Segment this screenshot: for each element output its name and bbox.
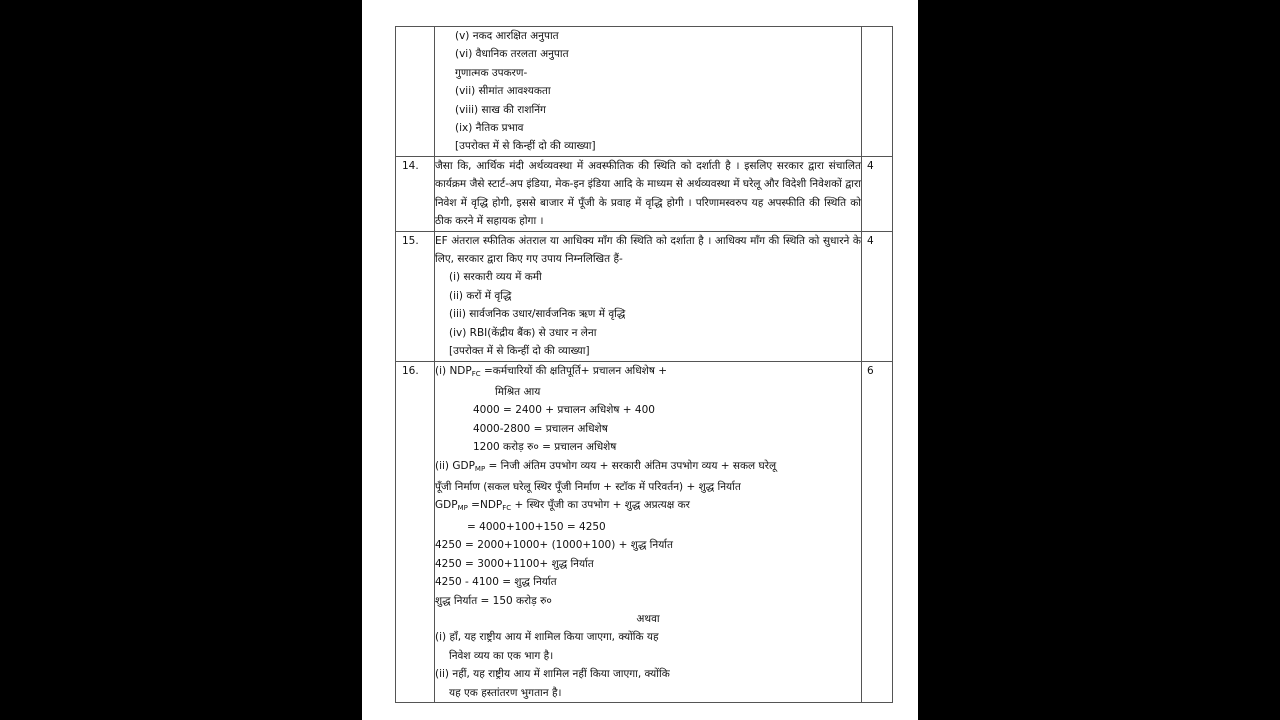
answer-line [435,457,861,478]
answer-line: पूँजी निर्माण (सकल घरेलू स्थिर पूँजी निर्माण + स्टॉक में परिवर्तन) + शुद्ध निर्यात [435,481,741,494]
formula-text: + स्थिर पूँजी का उपभोग + शुद्ध अप्रत्यक्ष कर [511,499,690,512]
answer-line: मिश्रित आय [495,386,541,399]
marks-value: 4 [862,231,893,361]
answer-line: (vi) वैधानिक तरलता अनुपात [455,48,569,61]
answer-line: [उपरोक्त में से किन्हीं दो की व्याख्या] [455,140,596,153]
answer-line: (iii) सार्वजनिक उधार/सार्वजनिक ऋण में वृद्धि [449,308,626,321]
table-row-q16 [396,361,893,702]
answer-line: = 4000+100+150 = 4250 [467,520,606,533]
subscript: FC [502,504,512,513]
question-number: 16. [396,361,435,702]
answer-line: [उपरोक्त में से किन्हीं दो की व्याख्या] [449,345,590,358]
answer-line: 4250 - 4100 = शुद्ध निर्यात [435,576,557,589]
question-number-cell [396,27,435,157]
table-row-q14 [396,157,893,232]
answer-cell [435,157,862,232]
answer-line [435,496,861,517]
answer-line: 1200 करोड़ रु० = प्रचालन अधिशेष [473,441,617,454]
answer-line: (iv) RBI(केंद्रीय बैंक) से उधार न लेना [449,326,597,339]
answer-line: (ii) करों में वृद्धि [449,289,512,302]
answer-line: 4250 = 3000+1100+ शुद्ध निर्यात [435,557,594,570]
formula-text: =NDP [467,499,503,512]
answer-line: (i) सरकारी व्यय में कमी [449,271,542,284]
subscript: MP [457,504,468,513]
answer-line: (i) हाँ, यह राष्ट्रीय आय में शामिल किया जाएगा, क्योंकि यह [435,631,659,644]
formula-text: =कर्मचारियों की क्षतिपूर्ति+ प्रचालन अधिशेष + [480,364,668,377]
or-separator: अथवा [636,612,660,625]
marks-cell [862,27,893,157]
answer-line: (ii) नहीं, यह राष्ट्रीय आय में शामिल नहीं किया जाएगा, क्योंकि [435,668,670,681]
answer-line: (ix) नैतिक प्रभाव [455,122,524,135]
answer-line: (v) नकद आरक्षित अनुपात [455,30,559,42]
answer-line: 4000-2800 = प्रचालन अधिशेष [473,422,608,435]
answer-cell [435,27,862,157]
table-row-q15 [396,231,893,361]
question-number: 14. [396,157,435,232]
marks-value: 6 [862,361,893,702]
formula-text: (ii) GDP [435,459,475,472]
formula-text: = निजी अंतिम उपभोग व्यय + सरकारी अंतिम उपभोग व्यय + सकल घरेलू [485,459,777,472]
subscript: MP [474,464,486,473]
answer-line: 4250 = 2000+1000+ (1000+100) + शुद्ध निर्यात [435,539,674,552]
formula-text: (i) NDP [435,364,472,377]
answer-paragraph: EF अंतराल स्फीतिक अंतराल या आधिक्य माँग की स्थिति को दर्शाता है । आधिक्य माँग की स्थिति को सुधारने के लिए, सरकार द्वारा किए गए उपाय निम्नलिखित हैं- [435,234,861,266]
answer-cell [435,361,862,702]
answer-line: गुणात्मक उपकरण- [455,66,528,79]
answer-line: निवेश व्यय का एक भाग है। [449,649,554,662]
answer-line: (vii) सीमांत आवश्यकता [455,85,551,98]
marks-value: 4 [862,157,893,232]
document-page [362,0,918,720]
answer-cell [435,231,862,361]
answer-paragraph: जैसा कि, आर्थिक मंदी अर्थव्यवस्था में अवस्फीतिक की स्थिति को दर्शाती है । इसलिए सरकार द्वारा संचालित कार्यक्रम जैसे स्टार्ट-अप इंडिया, मेक-इन इंडिया आदि के माध्यम से अर्थव्यवस्था में घरेलू और विदेशी निवेशकों द्वारा निवेश में वृद्धि होगी, इससे बाजार में पूँजी के प्रवाह में वृद्धि होगी । परिणामस्वरुप यह अपस्फीति की स्थिति को ठीक करने में सहायक होगा । [435,160,861,228]
answer-line: (viii) साख की राशनिंग [455,103,546,116]
marking-scheme-table [395,26,893,703]
table-row-continued [396,27,893,157]
answer-line: यह एक हस्तांतरण भुगतान है। [449,686,562,699]
answer-line: शुद्ध निर्यात = 150 करोड़ रु० [435,594,552,607]
answer-line: 4000 = 2400 + प्रचालन अधिशेष + 400 [473,404,655,417]
subscript: FC [471,369,481,378]
formula-text: GDP [435,499,458,512]
question-number: 15. [396,231,435,361]
answer-line [435,362,861,383]
